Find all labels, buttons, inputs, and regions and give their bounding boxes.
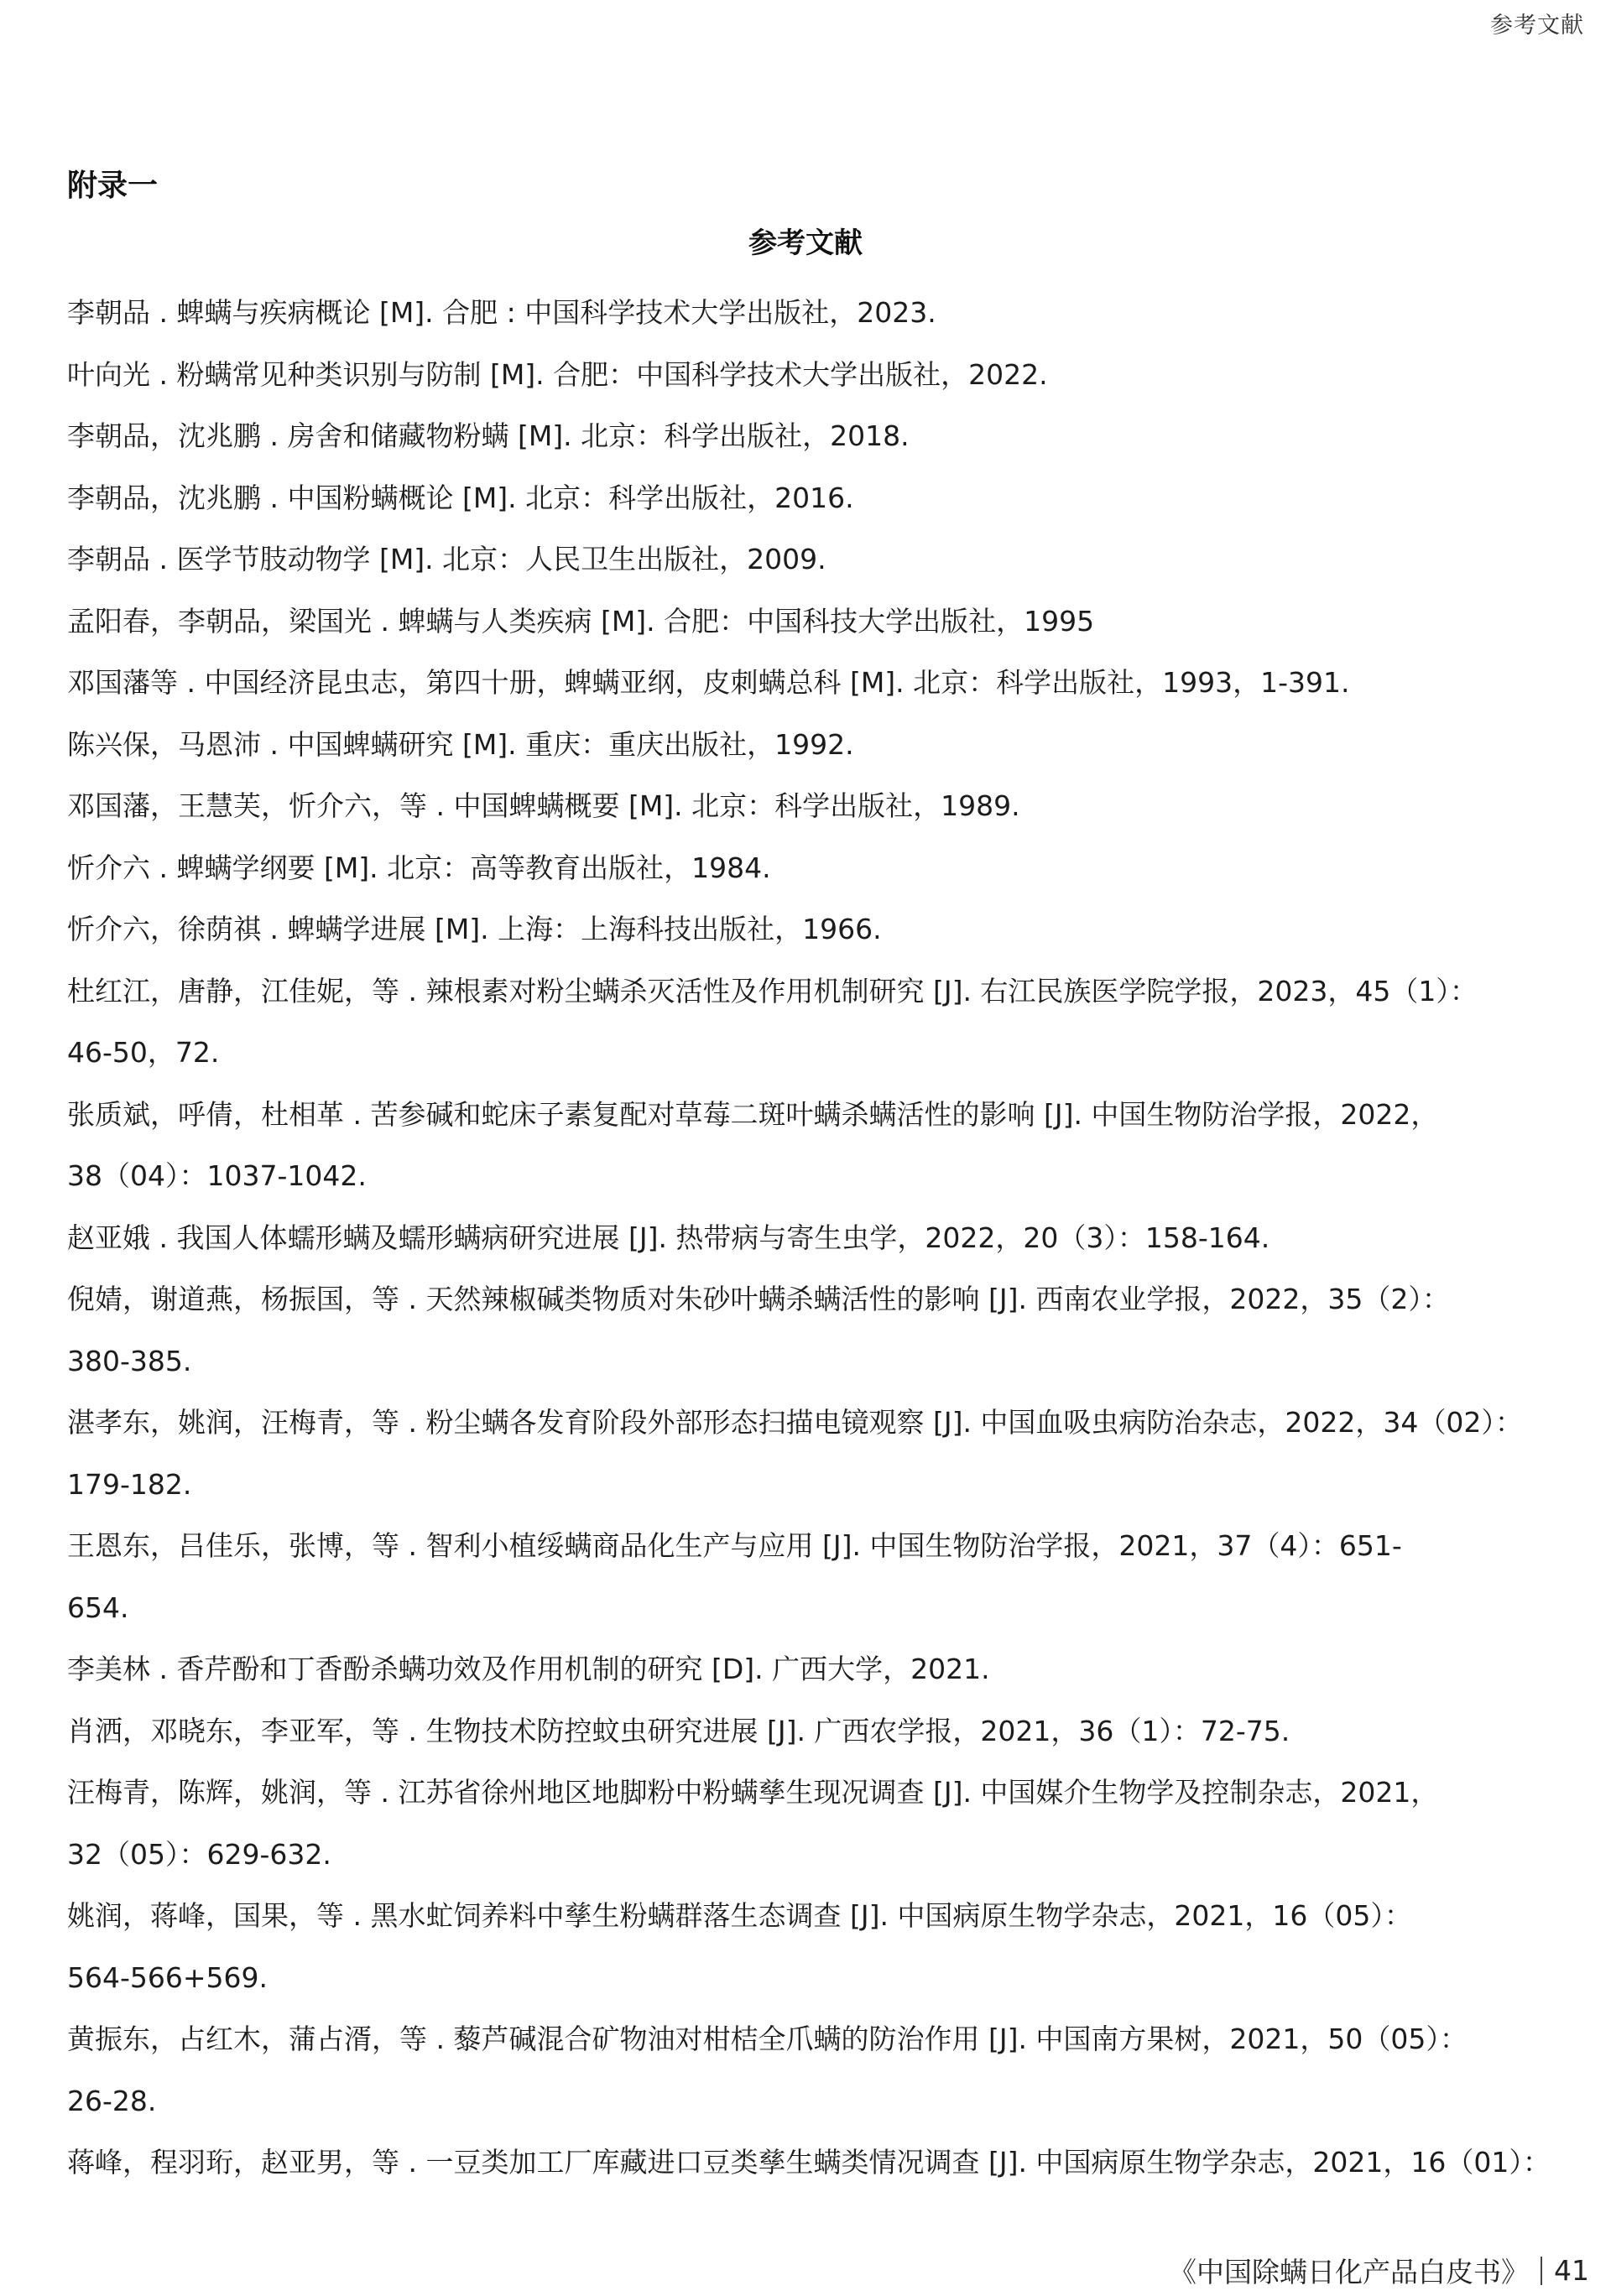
running-header: 参考文献 bbox=[1490, 13, 1584, 39]
reference-line: 黄振东，占红木，蒲占湑，等 . 藜芦碱混合矿物油对柑桔全爪螨的防治作用 [J]. 中国南方果树，2021，50（05）： bbox=[67, 2023, 1468, 2055]
reference-line: 李朝品，沈兆鹏 . 房舍和储藏物粉螨 [M]. 北京：科学出版社，2018. bbox=[67, 419, 910, 452]
reference-list bbox=[67, 282, 1561, 2194]
reference-line: 陈兴保，马恩沛 . 中国蜱螨研究 [M]. 重庆：重庆出版社，1992. bbox=[67, 727, 854, 761]
reference-line: 380-385. bbox=[67, 1344, 192, 1377]
reference-line: 湛孝东，姚润，汪梅青，等 . 粉尘螨各发育阶段外部形态扫描电镜观察 [J]. 中国血吸虫病防治杂志，2022，34（02）： bbox=[67, 1406, 1523, 1439]
reference-line: 46-50，72. bbox=[67, 1036, 220, 1069]
reference-line: 李美林 . 香芹酚和丁香酚杀螨功效及作用机制的研究 [D]. 广西大学，2021. bbox=[67, 1653, 990, 1685]
section-title: 参考文献 bbox=[748, 226, 863, 260]
reference-line: 汪梅青，陈辉，姚润，等 . 江苏省徐州地区地脚粉中粉螨孳生现况调查 [J]. 中国媒介生物学及控制杂志，2021， bbox=[67, 1776, 1439, 1809]
reference-line: 38（04）：1037-1042. bbox=[67, 1159, 367, 1192]
reference-line: 32（05）：629-632. bbox=[67, 1837, 331, 1871]
reference-line: 蒋峰，程羽珩，赵亚男，等 . 一豆类加工厂库藏进口豆类孳生螨类情况调查 [J]. 中国病原生物学杂志，2021，16（01）： bbox=[67, 2146, 1551, 2179]
reference-line: 倪婧，谢道燕，杨振国，等 . 天然辣椒碱类物质对朱砂叶螨杀螨活性的影响 [J]. 西南农业学报，2022，35（2）： bbox=[67, 1283, 1450, 1315]
reference-line: 赵亚娥 . 我国人体蠕形螨及蠕形螨病研究进展 [J]. 热带病与寄生虫学，2022，20（3）：158-164. bbox=[67, 1221, 1270, 1254]
reference-line: 654. bbox=[67, 1591, 129, 1624]
reference-line: 忻介六 . 蜱螨学纲要 [M]. 北京：高等教育出版社，1984. bbox=[67, 851, 771, 884]
reference-line: 179-182. bbox=[67, 1467, 192, 1501]
reference-line: 忻介六，徐荫祺 . 蜱螨学进展 [M]. 上海：上海科技出版社，1966. bbox=[67, 913, 882, 945]
reference-line: 26-28. bbox=[67, 2084, 157, 2117]
book-title: 《中国除螨日化产品白皮书》 bbox=[1169, 2256, 1529, 2288]
reference-line: 李朝品，沈兆鹏 . 中国粉螨概论 [M]. 北京：科学出版社，2016. bbox=[67, 481, 854, 514]
footer-divider bbox=[1541, 2257, 1542, 2285]
reference-line: 李朝品 . 蜱螨与疾病概论 [M]. 合肥 : 中国科学技术大学出版社，2023. bbox=[67, 296, 936, 329]
reference-line: 邓国藩，王慧芙，忻介六，等 . 中国蜱螨概要 [M]. 北京：科学出版社，1989. bbox=[67, 789, 1020, 822]
reference-line: 564-566+569. bbox=[67, 1960, 268, 1994]
page-number: 41 bbox=[1554, 2254, 1589, 2287]
reference-line: 李朝品 . 医学节肢动物学 [M]. 北京：人民卫生出版社，2009. bbox=[67, 543, 826, 575]
reference-line: 王恩东，吕佳乐，张博，等 . 智利小植绥螨商品化生产与应用 [J]. 中国生物防治学报，2021，37（4）：651- bbox=[67, 1529, 1402, 1562]
reference-line: 孟阳春，李朝品，梁国光 . 蜱螨与人类疾病 [M]. 合肥：中国科技大学出版社，1995 bbox=[67, 604, 1095, 638]
appendix-label: 附录一 bbox=[67, 169, 159, 203]
page-footer bbox=[1169, 2251, 1589, 2290]
reference-line: 杜红江，唐静，江佳妮，等 . 辣根素对粉尘螨杀灭活性及作用机制研究 [J]. 右江民族医学院学报，2023，45（1）： bbox=[67, 974, 1478, 1007]
reference-line: 邓国藩等 . 中国经济昆虫志，第四十册，蜱螨亚纲，皮刺螨总科 [M]. 北京：科学出版社，1993，1-391. bbox=[67, 666, 1350, 699]
reference-line: 叶向光 . 粉螨常见种类识别与防制 [M]. 合肥：中国科学技术大学出版社，2022. bbox=[67, 357, 1048, 391]
reference-line: 张质斌，呼倩，杜相革 . 苦参碱和蛇床子素复配对草莓二斑叶螨杀螨活性的影响 [J]. 中国生物防治学报，2022， bbox=[67, 1097, 1439, 1131]
reference-line: 姚润，蒋峰，国果，等 . 黑水虻饲养料中孳生粉螨群落生态调查 [J]. 中国病原生物学杂志，2021，16（05）： bbox=[67, 1899, 1412, 1932]
reference-line: 肖洒，邓晓东，李亚军，等 . 生物技术防控蚊虫研究进展 [J]. 广西农学报，2021，36（1）：72-75. bbox=[67, 1714, 1290, 1747]
